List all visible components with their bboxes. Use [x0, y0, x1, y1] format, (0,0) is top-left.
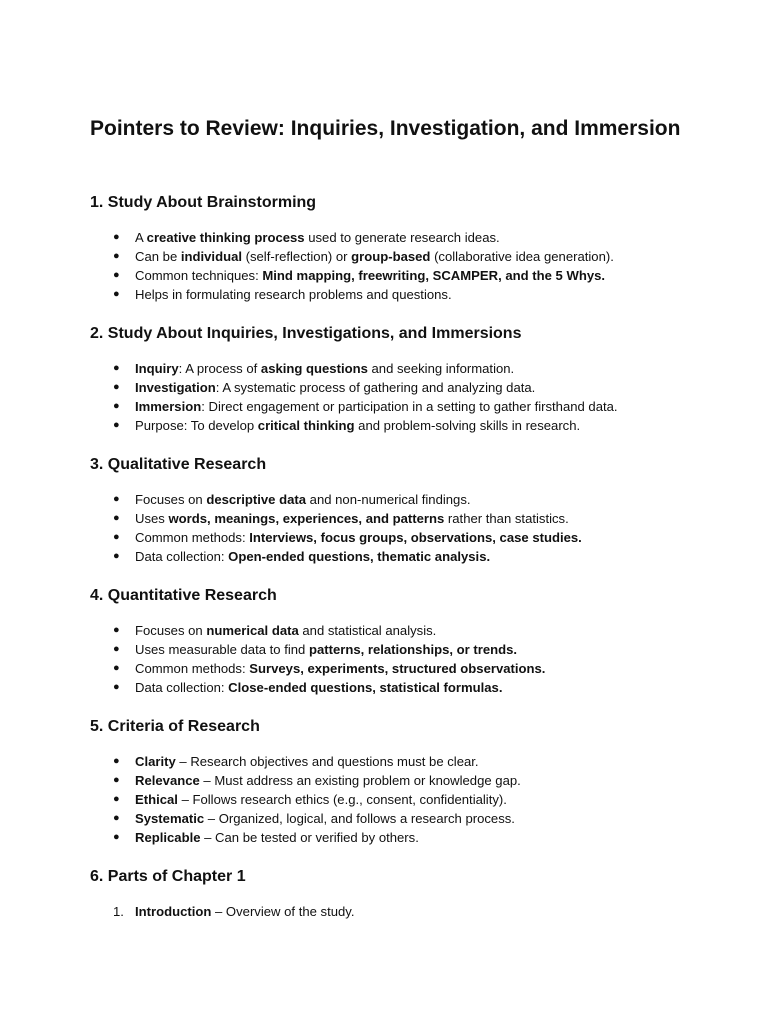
- text-run: – Must address an existing problem or knowledge gap.: [199, 773, 521, 788]
- text-run: Data collection:: [135, 549, 229, 564]
- text-run: Common techniques:: [135, 268, 263, 283]
- bullet-marker: ●: [113, 250, 120, 262]
- bold-text: Open-ended questions, thematic analysis.: [228, 549, 491, 564]
- bullet-list-item: [90, 228, 730, 247]
- bullet-list-item: [90, 528, 730, 547]
- text-run: Uses: [135, 511, 169, 526]
- bold-text: words, meanings, experiences, and patterns: [168, 511, 445, 526]
- text-run: used to generate research ideas.: [304, 230, 500, 245]
- bullet-list-item: [90, 640, 730, 659]
- section-heading: 1. Study About Brainstorming: [90, 194, 317, 211]
- bullet-list: [90, 752, 730, 847]
- section-heading: 2. Study About Inquiries, Investigations, and Immersions: [90, 325, 522, 342]
- bullet-marker: ●: [113, 381, 120, 393]
- section-inquiries: [90, 324, 730, 433]
- bold-text: Interviews, focus groups, observations, case studies.: [249, 530, 582, 545]
- section-brainstorming: [90, 193, 730, 302]
- bullet-marker: ●: [113, 774, 120, 786]
- bold-text: Investigation: [135, 380, 216, 395]
- section-criteria: [90, 717, 730, 845]
- bold-text: Surveys, experiments, structured observations.: [249, 661, 546, 676]
- bullet-list: [90, 228, 730, 304]
- bold-text: Immersion: [135, 399, 202, 414]
- bullet-list-item: [90, 547, 730, 566]
- section-chapter-1: [90, 867, 730, 919]
- bullet-list-item: [90, 809, 730, 828]
- bullet-list-item: [90, 678, 730, 697]
- bold-text: critical thinking: [257, 418, 355, 433]
- bullet-marker: ●: [113, 831, 120, 843]
- bold-text: descriptive data: [206, 492, 307, 507]
- section-heading: 4. Quantitative Research: [90, 587, 277, 604]
- section-qualitative: [90, 455, 730, 564]
- bullet-marker: ●: [113, 269, 120, 281]
- bold-text: Ethical: [135, 792, 178, 807]
- bullet-list-item: [90, 752, 730, 771]
- text-run: – Research objectives and questions must be clear.: [175, 754, 479, 769]
- text-run: – Follows research ethics (e.g., consent, confidentiality).: [177, 792, 507, 807]
- text-run: Helps in formulating research problems and questions.: [135, 287, 452, 302]
- bullet-list-item: [90, 790, 730, 809]
- bullet-marker: ●: [113, 400, 120, 412]
- bold-text: Inquiry: [135, 361, 179, 376]
- bullet-list-item: [90, 247, 730, 266]
- bullet-marker: ●: [113, 362, 120, 374]
- bullet-list-item: [90, 359, 730, 378]
- bullet-marker: ●: [113, 493, 120, 505]
- bold-text: individual: [180, 249, 242, 264]
- section-quantitative: [90, 586, 730, 695]
- text-run: and seeking information.: [367, 361, 515, 376]
- bullet-list-item: [90, 266, 730, 285]
- text-run: A: [135, 230, 147, 245]
- text-run: Common methods:: [135, 530, 250, 545]
- text-run: – Organized, logical, and follows a research process.: [204, 811, 515, 826]
- section-heading: 6. Parts of Chapter 1: [90, 868, 246, 885]
- bullet-marker: ●: [113, 231, 120, 243]
- bullet-list: [90, 490, 730, 566]
- text-run: : A process of: [178, 361, 261, 376]
- section-heading: 5. Criteria of Research: [90, 718, 260, 735]
- bold-text: numerical data: [206, 623, 299, 638]
- bullet-list-item: [90, 659, 730, 678]
- bold-text: Mind mapping, freewriting, SCAMPER, and the 5 Whys.: [262, 268, 606, 283]
- numbered-list: [90, 902, 730, 921]
- text-run: Can be: [135, 249, 181, 264]
- bullet-list: [90, 359, 730, 435]
- bold-text: Introduction: [135, 904, 212, 919]
- text-run: : Direct engagement or participation in a setting to gather firsthand data.: [201, 399, 618, 414]
- text-run: : A systematic process of gathering and analyzing data.: [215, 380, 536, 395]
- bold-text: Replicable: [135, 830, 201, 845]
- bullet-marker: ●: [113, 681, 120, 693]
- bullet-list-item: [90, 397, 730, 416]
- text-run: Data collection:: [135, 680, 229, 695]
- text-run: Purpose: To develop: [135, 418, 258, 433]
- bullet-marker: ●: [113, 288, 120, 300]
- text-run: (collaborative idea generation).: [430, 249, 614, 264]
- bullet-list-item: [90, 828, 730, 847]
- text-run: Uses measurable data to find: [135, 642, 309, 657]
- numbered-list-item: [90, 902, 730, 921]
- bold-text: asking questions: [260, 361, 368, 376]
- bullet-list: [90, 621, 730, 697]
- bold-text: patterns, relationships, or trends.: [308, 642, 518, 657]
- section-heading: 3. Qualitative Research: [90, 456, 267, 473]
- bullet-list-item: [90, 416, 730, 435]
- bullet-list-item: [90, 771, 730, 790]
- bullet-list-item: [90, 509, 730, 528]
- bold-text: Relevance: [135, 773, 200, 788]
- bullet-list-item: [90, 378, 730, 397]
- text-run: (self-reflection) or: [241, 249, 352, 264]
- bold-text: Close-ended questions, statistical formulas.: [228, 680, 503, 695]
- text-run: Common methods:: [135, 661, 250, 676]
- text-run: and non-numerical findings.: [306, 492, 471, 507]
- bold-text: Clarity: [135, 754, 176, 769]
- bullet-list-item: [90, 490, 730, 509]
- text-run: Focuses on: [135, 623, 207, 638]
- bullet-marker: ●: [113, 755, 120, 767]
- bullet-marker: ●: [113, 812, 120, 824]
- bullet-marker: ●: [113, 512, 120, 524]
- text-run: – Overview of the study.: [211, 904, 355, 919]
- bold-text: Systematic: [135, 811, 205, 826]
- bullet-marker: ●: [113, 662, 120, 674]
- bullet-marker: ●: [113, 419, 120, 431]
- bullet-marker: ●: [113, 793, 120, 805]
- bullet-marker: ●: [113, 643, 120, 655]
- bullet-list-item: [90, 285, 730, 304]
- text-run: and statistical analysis.: [298, 623, 437, 638]
- bullet-marker: ●: [113, 624, 120, 636]
- list-number: 1.: [113, 904, 124, 919]
- bold-text: group-based: [351, 249, 431, 264]
- bullet-marker: ●: [113, 531, 120, 543]
- bullet-marker: ●: [113, 550, 120, 562]
- bold-text: creative thinking process: [146, 230, 305, 245]
- page-title: Pointers to Review: Inquiries, Investigation, and Immersion: [90, 117, 681, 140]
- text-run: rather than statistics.: [444, 511, 569, 526]
- text-run: – Can be tested or verified by others.: [200, 830, 419, 845]
- text-run: Focuses on: [135, 492, 207, 507]
- text-run: and problem-solving skills in research.: [354, 418, 581, 433]
- bullet-list-item: [90, 621, 730, 640]
